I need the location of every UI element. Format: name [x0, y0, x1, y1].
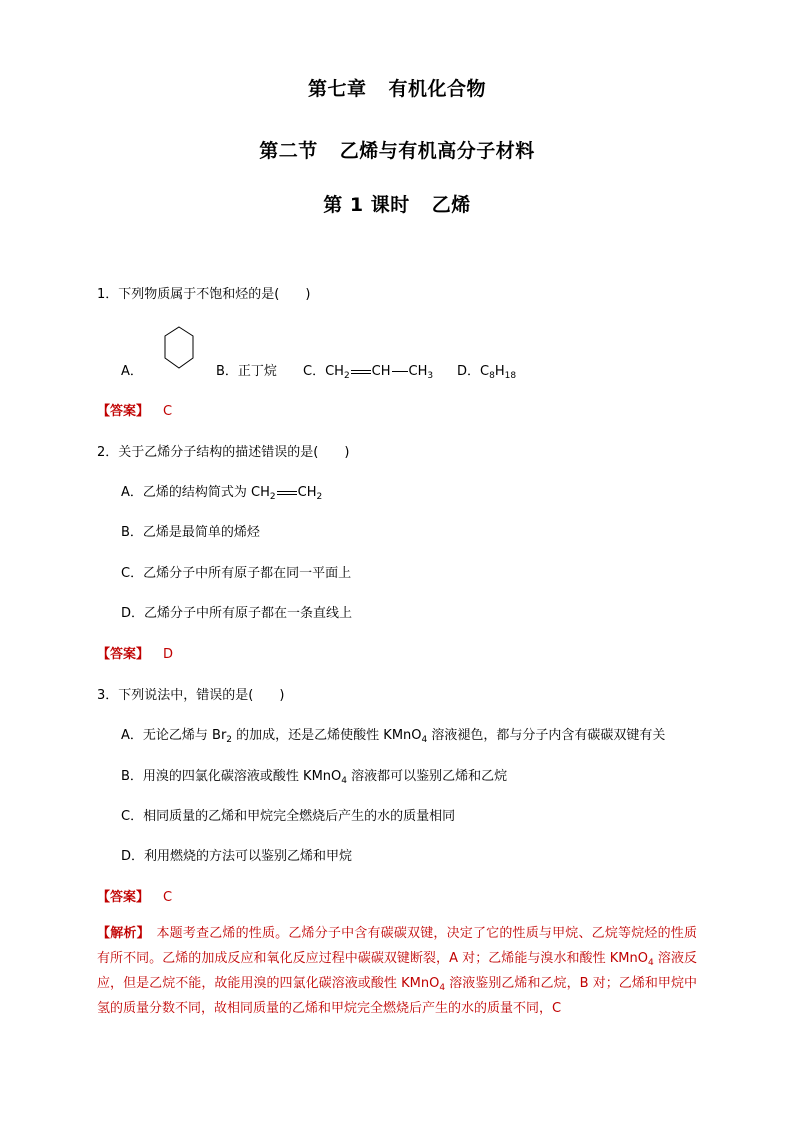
q2-stem: 2．关于乙烯分子结构的描述错误的是( ) [97, 445, 350, 460]
q3-answer [97, 886, 172, 905]
q2-option-a-mid: CH [297, 485, 317, 500]
answer-tag: 【答案】 [97, 404, 150, 419]
q3-option-b-part2: 溶液都可以鉴别乙烯和乙烷 [347, 769, 508, 784]
q3-option-a-part3: 溶液褪色，都与分子内含有碳碳双键有关 [427, 728, 666, 743]
q1-option-d-label: D．C [457, 364, 490, 379]
double-bond-icon [350, 367, 372, 377]
explanation-part1: 本题考查乙烯的性质。乙烯分子中含有碳碳双键，决定了它的性质与甲烷、乙烷等烷烃的性质有所不同。乙烯的加成反应和氧化反应过程中碳碳双键断裂，A 对；乙烯能与溴水和酸性 KMnO [97, 926, 697, 966]
q2-option-a-text: A．乙烯的结构简式为 CH [121, 485, 270, 500]
q1-option-c-label: C．CH [303, 364, 344, 379]
lesson-name: 乙烯 [431, 194, 471, 216]
section-number: 第二节 [259, 140, 318, 162]
q3-answer-value: C [163, 890, 173, 905]
q3-option-a [121, 724, 665, 743]
q3-option-c: C．相同质量的乙烯和甲烷完全燃烧后产生的水的质量相同 [121, 809, 456, 824]
q1-answer-value: C [163, 404, 173, 419]
subscript: 2 [316, 492, 323, 502]
q1-option-c [303, 360, 433, 379]
q1-stem: 1．下列物质属于不饱和烃的是( ) [97, 287, 311, 302]
q1-option-d-h: H [494, 364, 505, 379]
subscript: 4 [648, 958, 654, 968]
q2-answer [97, 643, 173, 662]
subscript: 18 [504, 371, 517, 381]
explanation-tag: 【解析】 [97, 926, 144, 941]
q1-option-c-end: CH [408, 364, 428, 379]
q1-option-b: B．正丁烷 [216, 364, 277, 379]
q1-option-d [457, 360, 516, 379]
subscript: 2 [226, 735, 233, 745]
cyclohexene-structure-icon [162, 325, 196, 371]
subscript: 8 [489, 371, 495, 381]
double-bond-icon [276, 488, 298, 498]
section-title [0, 136, 794, 163]
explanation-part3: 溶液鉴别乙烯和乙烷，B 对；乙烯和甲烷中氢的质量分数不同，故相同质量的乙烯和甲烷完全燃烧后产生的水的质量不同，C [97, 976, 697, 1016]
q1-option-c-mid: CH [371, 364, 391, 379]
single-bond-icon [392, 371, 408, 372]
subscript: 2 [343, 371, 350, 381]
q1-option-a [121, 360, 143, 379]
subscript: 4 [341, 776, 347, 786]
chapter-title [0, 74, 794, 101]
q2-option-c: C．乙烯分子中所有原子都在同一平面上 [121, 566, 352, 581]
q3-option-d: D．利用燃烧的方法可以鉴别乙烯和甲烷 [121, 849, 353, 864]
subscript: 2 [269, 492, 276, 502]
subscript: 3 [427, 371, 434, 381]
q3-explanation [97, 921, 697, 1021]
subscript: 4 [439, 983, 446, 993]
answer-tag: 【答案】 [97, 890, 150, 905]
chapter-number: 第七章 [307, 78, 367, 100]
subscript: 4 [421, 735, 428, 745]
q2-answer-value: D [163, 647, 174, 662]
q2-option-a [121, 481, 322, 500]
lesson-title [0, 190, 794, 217]
q1-option-a-label: A． [121, 364, 143, 379]
q3-option-b-part1: B．用溴的四氯化碳溶液或酸性 KMnO [121, 769, 342, 784]
q1-answer [97, 400, 172, 419]
q3-option-a-part2: 的加成，还是乙烯使酸性 KMnO [232, 728, 422, 743]
q3-option-b [121, 765, 507, 784]
q2-option-b: B．乙烯是最简单的烯烃 [121, 525, 260, 540]
q2-option-d: D．乙烯分子中所有原子都在一条直线上 [121, 606, 353, 621]
explanation-part2: 溶液反应，但是乙烷不能，故能用溴的四氯化碳溶液或酸性 KMnO [97, 951, 697, 991]
q3-option-a-part1: A．无论乙烯与 Br [121, 728, 227, 743]
section-name: 乙烯与有机高分子材料 [339, 140, 535, 162]
answer-tag: 【答案】 [97, 647, 150, 662]
chapter-name: 有机化合物 [388, 78, 487, 100]
lesson-number: 第 1 课时 [323, 194, 410, 216]
q3-stem: 3．下列说法中，错误的是( ) [97, 688, 285, 703]
